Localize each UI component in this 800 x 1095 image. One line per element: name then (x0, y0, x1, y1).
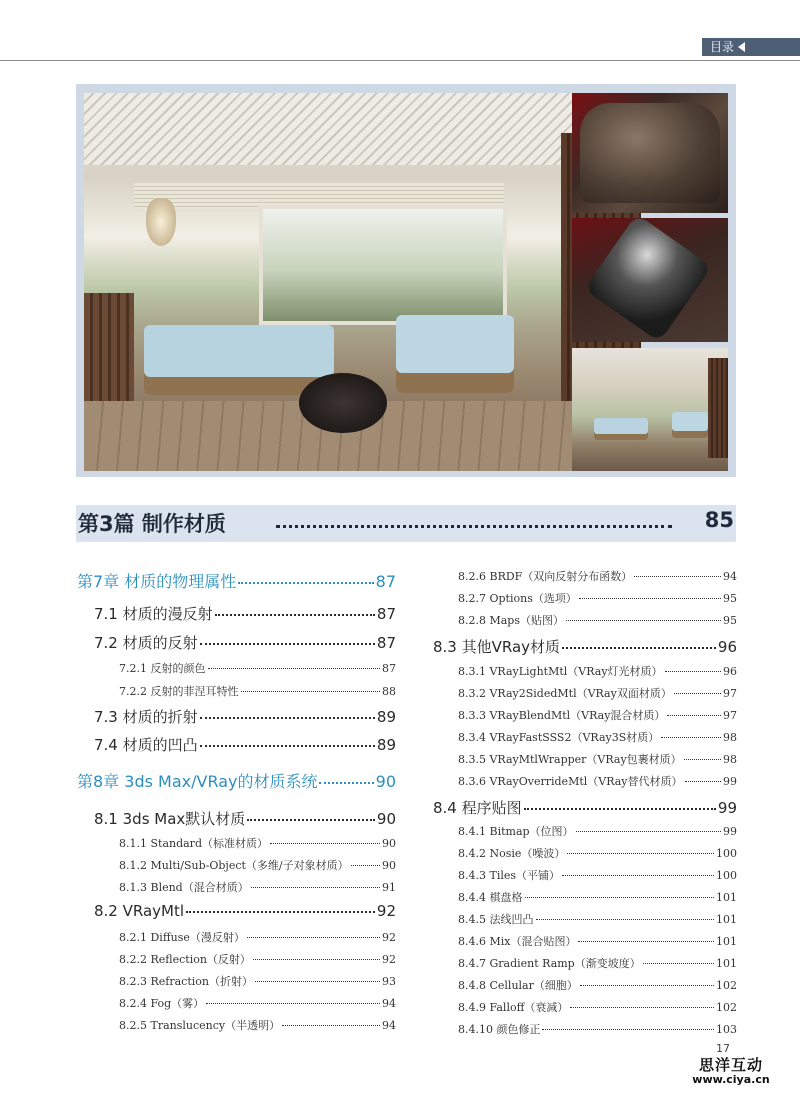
toc-entry-sub[interactable] (119, 951, 396, 967)
header-rule (0, 60, 800, 61)
toc-entry-page: 90 (382, 859, 396, 872)
toc-entry-sub[interactable] (458, 911, 737, 927)
watermark-cn: 思洋互动 (698, 1056, 763, 1074)
toc-entry-page: 91 (382, 881, 396, 894)
toc-leader-dots (247, 819, 375, 821)
toc-entry-title: 8.4 程序贴图 (433, 799, 522, 817)
toc-entry-page: 98 (723, 753, 737, 766)
toc-entry-page: 99 (717, 799, 737, 817)
toc-entry-sub[interactable] (458, 773, 737, 789)
toc-leader-dots (351, 865, 380, 866)
toc-entry-page: 93 (382, 975, 396, 988)
toc-entry-sec[interactable] (94, 706, 396, 727)
part-page: 85 (704, 508, 734, 532)
toc-entry-title: 8.2.4 Fog（雾） (119, 997, 205, 1010)
toc-entry-title: 8.1.2 Multi/Sub-Object（多维/子对象材质） (119, 859, 349, 872)
toc-entry-title: 8.1.3 Blend（混合材质） (119, 881, 249, 894)
toc-entry-title: 8.3.1 VRayLightMtl（VRay灯光材质） (458, 665, 663, 678)
toc-entry-page: 89 (376, 708, 396, 726)
toc-entry-sub[interactable] (458, 977, 737, 993)
toc-leader-dots (270, 843, 380, 844)
toc-entry-sub[interactable] (119, 835, 396, 851)
toc-entry-title: 7.2.1 反射的颜色 (119, 662, 206, 675)
toc-entry-page: 94 (723, 570, 737, 583)
toc-entry-title: 8.2.2 Reflection（反射） (119, 953, 251, 966)
render-gallery (76, 84, 736, 477)
toc-entry-title: 8.2 VRayMtl (94, 902, 185, 920)
toc-entry-sub[interactable] (458, 568, 737, 584)
toc-leader-dots (241, 691, 381, 692)
toc-leader-dots (525, 897, 715, 898)
part-leader (276, 525, 672, 528)
toc-entry-sub[interactable] (458, 729, 737, 745)
toc-entry-sub[interactable] (458, 685, 737, 701)
toc-leader-dots (282, 1025, 380, 1026)
toc-entry-title: 8.4.7 Gradient Ramp（渐变坡度） (458, 957, 641, 970)
toc-entry-title: 8.3.4 VRayFastSSS2（VRay3S材质） (458, 731, 660, 744)
toc-entry-page: 94 (382, 997, 396, 1010)
toc-entry-page: 98 (723, 731, 737, 744)
toc-entry-title: 7.3 材质的折射 (94, 708, 198, 726)
toc-entry-sec[interactable] (433, 797, 737, 818)
toc-entry-sub[interactable] (119, 857, 396, 873)
toc-leader-dots (567, 853, 714, 854)
toc-entry-page: 92 (376, 902, 396, 920)
toc-entry-sub[interactable] (119, 660, 396, 676)
toc-leader-dots (661, 737, 721, 738)
toc-leader-dots (200, 717, 375, 719)
part-heading[interactable] (76, 505, 736, 542)
toc-entry-title: 8.4.6 Mix（混合贴图） (458, 935, 577, 948)
toc-entry-page: 97 (723, 709, 737, 722)
toc-entry-sec[interactable] (94, 902, 396, 920)
toc-leader-dots (570, 1007, 714, 1008)
toc-entry-page: 102 (716, 979, 737, 992)
toc-entry-page: 94 (382, 1019, 396, 1032)
toc-entry-sec[interactable] (94, 808, 396, 829)
toc-leader-dots (206, 1003, 380, 1004)
toc-entry-title: 8.2.6 BRDF（双向反射分布函数） (458, 570, 633, 583)
toc-entry-title: 8.3 其他VRay材质 (433, 638, 561, 656)
toc-entry-page: 101 (716, 891, 737, 904)
toc-entry-title: 8.2.5 Translucency（半透明） (119, 1019, 281, 1032)
toc-leader-dots (566, 620, 721, 621)
toc-entry-title: 8.2.7 Options（选项） (458, 592, 577, 605)
toc-entry-title: 8.4.9 Falloff（衰减） (458, 1001, 569, 1014)
toc-entry-page: 88 (382, 685, 396, 698)
toc-leader-dots (562, 875, 714, 876)
toc-entry-sub[interactable] (458, 955, 737, 971)
toc-entry-page: 101 (716, 913, 737, 926)
toc-entry-title: 8.2.8 Maps（贴图） (458, 614, 564, 627)
toc-entry-title: 8.4.1 Bitmap（位图） (458, 825, 574, 838)
toc-entry-title: 8.4.10 颜色修正 (458, 1023, 541, 1036)
toc-entry-sub[interactable] (458, 663, 737, 679)
toc-entry-title: 8.4.5 法线凹凸 (458, 913, 534, 926)
toc-leader-dots (578, 941, 714, 942)
toc-entry-sub[interactable] (458, 889, 737, 905)
toc-leader-dots (562, 647, 716, 649)
toc-entry-page: 95 (723, 592, 737, 605)
toc-entry-title: 8.3.3 VRayBlendMtl（VRay混合材质） (458, 709, 666, 722)
toc-entry-page: 92 (382, 931, 396, 944)
toc-entry-page: 87 (382, 662, 396, 675)
toc-entry-page: 90 (382, 837, 396, 850)
toc-entry-title: 8.4.3 Tiles（平铺） (458, 869, 561, 882)
toc-leader-dots (253, 959, 380, 960)
toc-entry-title: 第7章 材质的物理属性 (77, 572, 237, 591)
toc-entry-sub[interactable] (119, 973, 396, 989)
toc-entry-page: 99 (723, 825, 737, 838)
watermark-url: www.ciya.cn (692, 1072, 770, 1086)
toc-tab[interactable] (702, 38, 800, 56)
toc-tab-label: 目录 (710, 40, 735, 54)
arrow-left-icon (738, 42, 745, 52)
toc-entry-title: 8.3.2 VRay2SidedMtl（VRay双面材质） (458, 687, 672, 700)
toc-entry-sub[interactable] (119, 683, 396, 699)
toc-leader-dots (247, 937, 380, 938)
toc-entry-page: 92 (382, 953, 396, 966)
toc-entry-sub[interactable] (458, 845, 737, 861)
sunroom-thumbnail-image (572, 348, 728, 471)
toc-entry-sub[interactable] (119, 929, 396, 945)
toc-entry-ch[interactable] (77, 769, 396, 792)
sunroom-render-image (84, 93, 641, 471)
toc-entry-sub[interactable] (458, 612, 737, 628)
toc-entry-title: 8.4.8 Cellular（细胞） (458, 979, 578, 992)
toc-entry-page: 96 (723, 665, 737, 678)
toc-entry-title: 8.4.2 Nosie（噪波） (458, 847, 566, 860)
toc-entry-title: 8.3.5 VRayMtlWrapper（VRay包裹材质） (458, 753, 682, 766)
toc-entry-sec[interactable] (94, 632, 396, 653)
toc-entry-title: 第8章 3ds Max/VRay的材质系统 (77, 772, 318, 791)
toc-entry-sub[interactable] (458, 867, 737, 883)
watermark-logo (686, 1058, 776, 1085)
toc-leader-dots (580, 985, 714, 986)
toc-entry-title: 7.2.2 反射的菲涅耳特性 (119, 685, 239, 698)
toc-entry-sub[interactable] (458, 707, 737, 723)
toc-entry-sub[interactable] (119, 879, 396, 895)
toc-leader-dots (200, 745, 375, 747)
toc-leader-dots (215, 614, 375, 616)
toc-leader-dots (542, 1029, 714, 1030)
toc-entry-title: 8.2.3 Refraction（折射） (119, 975, 253, 988)
leather-pillow-image (572, 218, 728, 342)
toc-entry-sec[interactable] (94, 603, 396, 624)
toc-entry-page: 100 (716, 847, 737, 860)
toc-leader-dots (579, 598, 721, 599)
toc-entry-page: 87 (376, 605, 396, 623)
toc-entry-sub[interactable] (458, 590, 737, 606)
toc-entry-sub[interactable] (458, 1021, 737, 1037)
toc-leader-dots (251, 887, 380, 888)
toc-leader-dots (208, 668, 381, 669)
part-title: 第3篇 制作材质 (78, 512, 226, 536)
toc-entry-title: 7.1 材质的漫反射 (94, 605, 213, 623)
toc-entry-sub[interactable] (458, 933, 737, 949)
toc-entry-page: 90 (375, 772, 396, 791)
toc-leader-dots (667, 715, 721, 716)
toc-entry-page: 96 (717, 638, 737, 656)
toc-entry-title: 7.2 材质的反射 (94, 634, 198, 652)
toc-entry-page: 87 (376, 634, 396, 652)
toc-entry-sub[interactable] (119, 995, 396, 1011)
toc-entry-page: 101 (716, 957, 737, 970)
toc-entry-page: 103 (716, 1023, 737, 1036)
toc-leader-dots (524, 808, 716, 810)
toc-entry-page: 95 (723, 614, 737, 627)
toc-entry-title: 8.1 3ds Max默认材质 (94, 810, 246, 828)
toc-entry-title: 8.2.1 Diffuse（漫反射） (119, 931, 245, 944)
toc-leader-dots (319, 782, 373, 784)
toc-leader-dots (255, 981, 380, 982)
toc-entry-page: 90 (376, 810, 396, 828)
toc-leader-dots (634, 576, 721, 577)
toc-leader-dots (665, 671, 721, 672)
toc-entry-sec[interactable] (433, 636, 737, 657)
toc-entry-page: 99 (723, 775, 737, 788)
toc-entry-page: 87 (375, 572, 396, 591)
toc-entry-sub[interactable] (458, 751, 737, 767)
toc-leader-dots (685, 781, 721, 782)
toc-entry-sub[interactable] (458, 823, 737, 839)
toc-entry-page: 102 (716, 1001, 737, 1014)
toc-leader-dots (643, 963, 714, 964)
leather-sofa-image (572, 93, 728, 213)
page-number: 17 (716, 1042, 730, 1055)
toc-entry-title: 8.4.4 棋盘格 (458, 891, 523, 904)
toc-entry-title: 8.3.6 VRayOverrideMtl（VRay替代材质） (458, 775, 683, 788)
toc-entry-title: 8.1.1 Standard（标准材质） (119, 837, 268, 850)
toc-entry-sec[interactable] (94, 734, 396, 755)
toc-entry-page: 101 (716, 935, 737, 948)
toc-leader-dots (536, 919, 715, 920)
toc-entry-page: 89 (376, 736, 396, 754)
toc-entry-ch[interactable] (77, 569, 396, 592)
toc-entry-title: 7.4 材质的凹凸 (94, 736, 198, 754)
toc-leader-dots (576, 831, 721, 832)
toc-leader-dots (238, 582, 373, 584)
toc-entry-sub[interactable] (458, 999, 737, 1015)
toc-leader-dots (674, 693, 721, 694)
toc-entry-page: 97 (723, 687, 737, 700)
toc-leader-dots (200, 643, 375, 645)
toc-leader-dots (186, 911, 375, 913)
toc-entry-page: 100 (716, 869, 737, 882)
toc-leader-dots (684, 759, 721, 760)
toc-entry-sub[interactable] (119, 1017, 396, 1033)
